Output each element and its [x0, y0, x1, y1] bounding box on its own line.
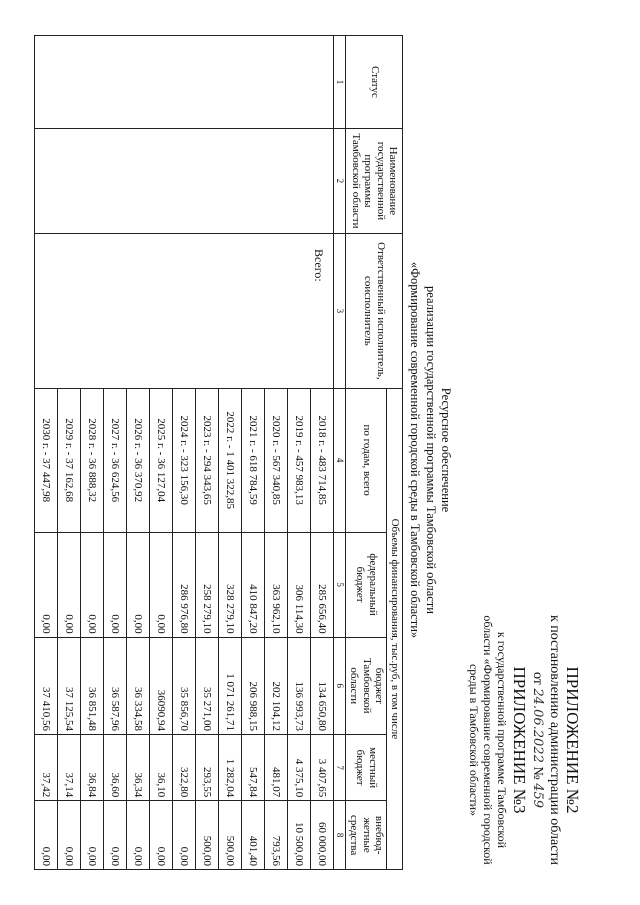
federal-cell: 410 847,20: [242, 532, 265, 637]
extra-cell: 793,56: [265, 801, 288, 870]
year-total-cell: 2029 г. - 37 162,68: [58, 388, 81, 532]
regional-cell: 36 851,48: [81, 637, 104, 734]
regional-cell: 36 334,58: [127, 637, 150, 734]
header-program-name: Наименование государственной программы Тамбовской области: [346, 128, 403, 233]
header-regional: бюджет Тамбовской области: [346, 637, 387, 734]
decree-date-line: [529, 590, 546, 890]
program-reference-1: к государственной программе Тамбовской: [494, 631, 509, 849]
title-line-3: «Формирование современной городской среды в Тамбовской области»: [408, 261, 423, 639]
header-row-1: [387, 36, 403, 870]
program-reference-3: среды в Тамбовской области»: [466, 663, 481, 817]
column-number: 1: [334, 36, 346, 129]
local-cell: 37,14: [58, 734, 81, 800]
federal-cell: 0,00: [104, 532, 127, 637]
year-total-cell: 2023 г. - 294 343,65: [196, 388, 219, 532]
extra-cell: 10 500,00: [288, 801, 311, 870]
regional-cell: 136 993,73: [288, 637, 311, 734]
local-cell: 547,84: [242, 734, 265, 800]
document-title: [407, 150, 453, 750]
header-by-years: по годам, всего: [346, 388, 387, 532]
year-total-cell: 2020 г. - 567 340,85: [265, 388, 288, 532]
column-number: 5: [334, 532, 346, 637]
appendix-header: [466, 590, 582, 890]
federal-cell: 0,00: [150, 532, 173, 637]
column-number: 6: [334, 637, 346, 734]
column-number: 7: [334, 734, 346, 800]
decree-reference: к постановлению администрации области: [546, 614, 562, 866]
appendix-3-title: ПРИЛОЖЕНИЕ №3: [509, 666, 529, 814]
header-extra: внебюд-жетные средства: [346, 801, 387, 870]
extra-cell: 0,00: [150, 801, 173, 870]
year-total-cell: 2025 г. - 36 127,04: [150, 388, 173, 532]
local-cell: 322,80: [173, 734, 196, 800]
header-status: Статус: [346, 36, 403, 129]
regional-cell: 37 125,54: [58, 637, 81, 734]
regional-cell: 35 271,00: [196, 637, 219, 734]
local-cell: 4 375,10: [288, 734, 311, 800]
appendix-2-title: ПРИЛОЖЕНИЕ №2: [563, 666, 582, 814]
header-local: местный бюджет: [346, 734, 387, 800]
handwritten-number: 459: [530, 783, 546, 809]
year-total-cell: 2021 г. - 618 784,59: [242, 388, 265, 532]
column-number: 4: [334, 388, 346, 532]
year-total-cell: 2024 г. - 323 156,30: [173, 388, 196, 532]
local-cell: 36,34: [127, 734, 150, 800]
regional-cell: 202 104,12: [265, 637, 288, 734]
local-cell: 37,42: [35, 734, 58, 800]
federal-cell: 306 114,30: [288, 532, 311, 637]
local-cell: 3 407,65: [311, 734, 334, 800]
year-total-cell: 2019 г. - 457 983,13: [288, 388, 311, 532]
year-total-cell: 2027 г. - 36 624,56: [104, 388, 127, 532]
year-total-cell: 2026 г. - 36 370,92: [127, 388, 150, 532]
extra-cell: 0,00: [35, 801, 58, 870]
local-cell: 36,10: [150, 734, 173, 800]
extra-cell: 0,00: [173, 801, 196, 870]
table-body: [35, 36, 334, 870]
extra-cell: 401,40: [242, 801, 265, 870]
regional-cell: 37 410,56: [35, 637, 58, 734]
extra-cell: 0,00: [127, 801, 150, 870]
local-cell: 293,55: [196, 734, 219, 800]
regional-cell: 1 071 261,71: [219, 637, 242, 734]
program-name-cell: [35, 128, 334, 233]
extra-cell: 0,00: [58, 801, 81, 870]
column-number: 2: [334, 128, 346, 233]
total-label: Всего:: [312, 248, 327, 282]
executor-cell: [35, 233, 334, 388]
local-cell: 481,07: [265, 734, 288, 800]
regional-cell: 35 856,70: [173, 637, 196, 734]
extra-cell: 0,00: [104, 801, 127, 870]
federal-cell: 258 279,10: [196, 532, 219, 637]
year-total-cell: 2030 г. - 37 447,98: [35, 388, 58, 532]
federal-cell: 0,00: [81, 532, 104, 637]
extra-cell: 60 000,00: [311, 801, 334, 870]
status-cell: [35, 36, 334, 129]
column-number-row: [334, 36, 346, 870]
year-total-cell: 2028 г. - 36 888,32: [81, 388, 104, 532]
federal-cell: 0,00: [58, 532, 81, 637]
extra-cell: 500,00: [196, 801, 219, 870]
regional-cell: 206 988,15: [242, 637, 265, 734]
year-total-cell: 2018 г. - 483 714,85: [311, 388, 334, 532]
year-total-cell: 2022 г. - 1 401 322,85: [219, 388, 242, 532]
extra-cell: 500,00: [219, 801, 242, 870]
header-federal: федеральный бюджет: [346, 532, 387, 637]
regional-cell: 36090,94: [150, 637, 173, 734]
column-number: 8: [334, 801, 346, 870]
federal-cell: 286 976,80: [173, 532, 196, 637]
extra-cell: 0,00: [81, 801, 104, 870]
federal-cell: 328 279,10: [219, 532, 242, 637]
regional-cell: 36 587,96: [104, 637, 127, 734]
title-line-1: Ресурсное обеспечение: [439, 387, 453, 513]
title-line-2: реализации государственной программы Тамбовской области: [423, 286, 438, 614]
federal-cell: 285 656,40: [311, 532, 334, 637]
federal-cell: 363 962,10: [265, 532, 288, 637]
handwritten-date: 24.06.2022: [530, 688, 546, 763]
federal-cell: 0,00: [127, 532, 150, 637]
table-row: [311, 36, 334, 870]
local-cell: 36,84: [81, 734, 104, 800]
program-reference-2: области «Формирование современной городской: [480, 615, 495, 865]
number-sign: №: [530, 766, 546, 780]
federal-cell: 0,00: [35, 532, 58, 637]
regional-cell: 134 650,80: [311, 637, 334, 734]
local-cell: 36,60: [104, 734, 127, 800]
local-cell: 1 282,04: [219, 734, 242, 800]
header-financing-volumes: Объемы финансирования, тыс.руб, в том числе: [387, 388, 403, 869]
header-executor: Ответственный исполнитель, соисполнитель: [346, 233, 403, 388]
date-prefix: от: [530, 671, 546, 685]
column-number: 3: [334, 233, 346, 388]
resource-table: [34, 35, 403, 870]
